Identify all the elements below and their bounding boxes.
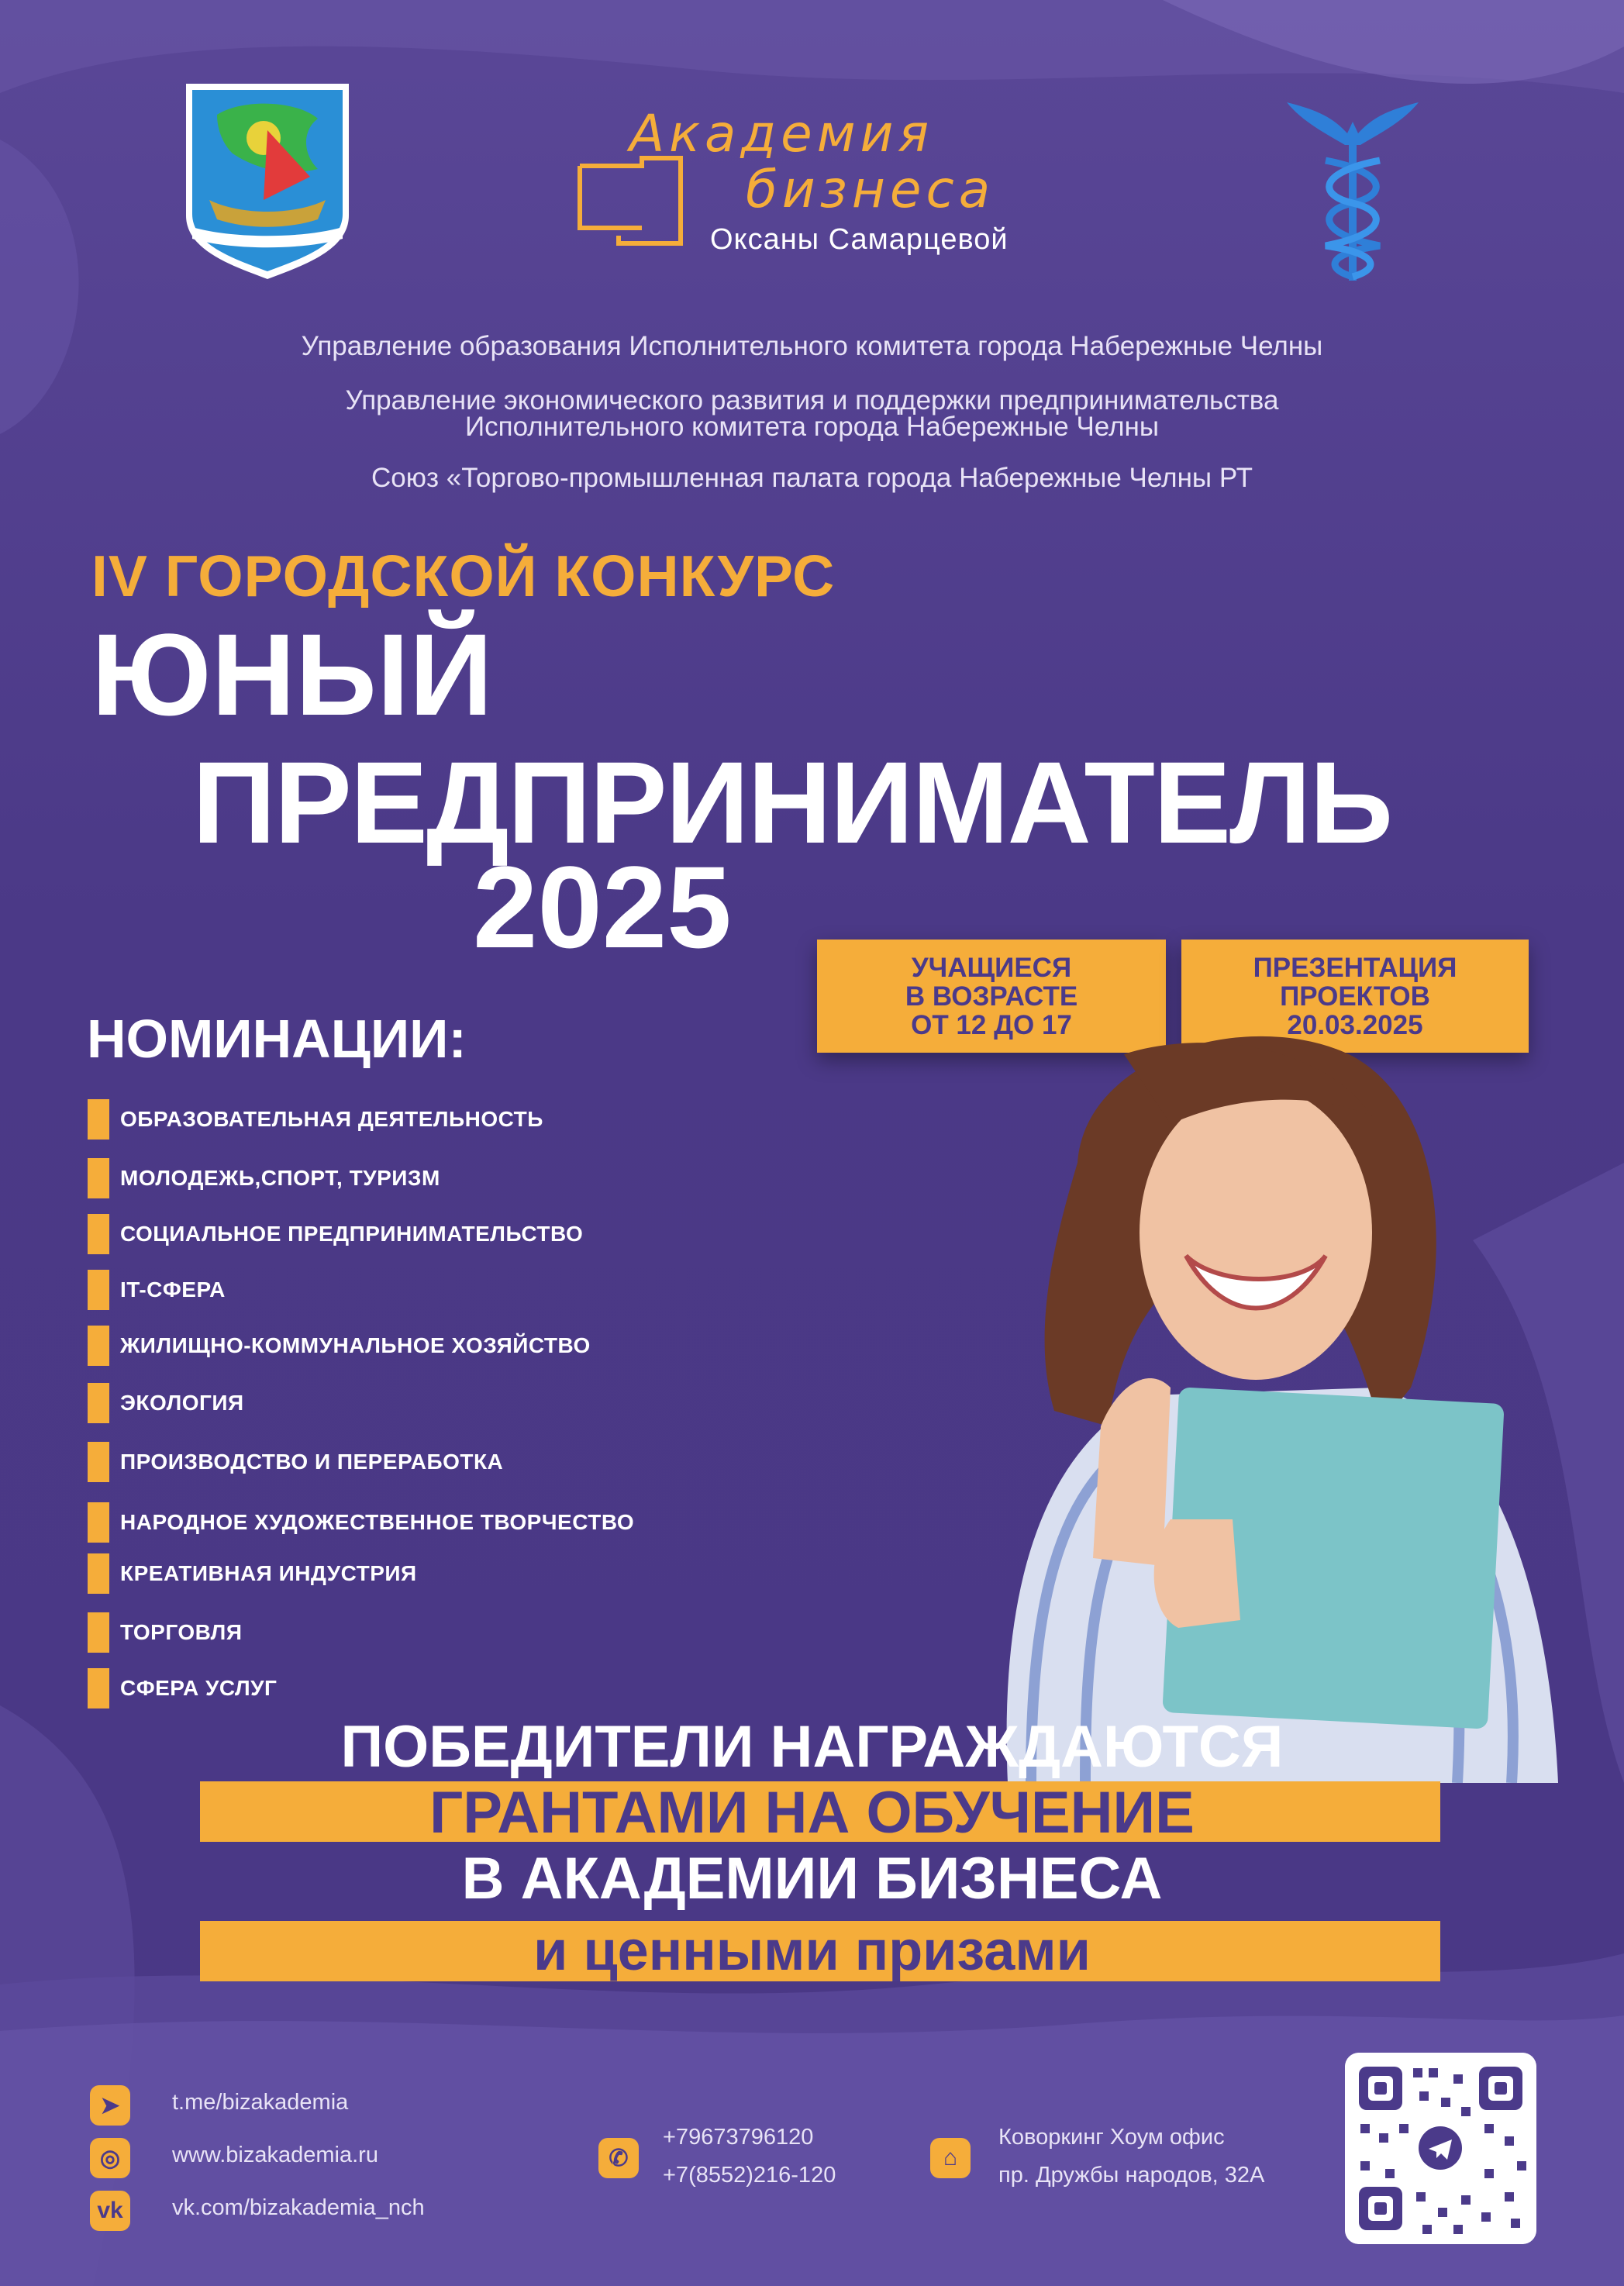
nomination-marker bbox=[88, 1383, 109, 1423]
website-link[interactable]: www.bizakademia.ru bbox=[172, 2143, 378, 2167]
presentation-badge-line3: 20.03.2025 bbox=[1287, 1009, 1423, 1040]
organizer-chamber: Союз «Торгово-промышленная палата города Набережные Челны РТ bbox=[371, 463, 1253, 493]
contest-title-line1: ЮНЫЙ bbox=[91, 609, 493, 740]
nomination-marker bbox=[88, 1099, 109, 1140]
student-photo bbox=[915, 1023, 1581, 1783]
contest-year: 2025 bbox=[473, 842, 732, 972]
nomination-marker bbox=[88, 1158, 109, 1198]
organizer-education: Управление образования Исполнительного комитета города Набережные Челны bbox=[301, 331, 1323, 361]
phone-1[interactable]: +79673796120 bbox=[663, 2125, 814, 2150]
prize-line1: ПОБЕДИТЕЛИ НАГРАЖДАЮТСЯ bbox=[340, 1714, 1284, 1780]
nomination-label: КРЕАТИВНАЯ ИНДУСТРИЯ bbox=[120, 1561, 417, 1585]
academy-name-line2: бизнеса bbox=[746, 160, 995, 219]
nomination-item bbox=[88, 1099, 543, 1140]
nomination-item bbox=[88, 1502, 634, 1543]
age-badge-line1: УЧАЩИЕСЯ bbox=[911, 952, 1072, 983]
academy-owner: Оксаны Самарцевой bbox=[710, 223, 1009, 256]
nomination-label: ОБРАЗОВАТЕЛЬНАЯ ДЕЯТЕЛЬНОСТЬ bbox=[120, 1107, 543, 1131]
prize-line2: ГРАНТАМИ НА ОБУЧЕНИЕ bbox=[429, 1780, 1195, 1846]
qr-code[interactable] bbox=[1345, 2053, 1536, 2244]
nominations-title: НОМИНАЦИИ: bbox=[87, 1009, 467, 1069]
nomination-label: НАРОДНОЕ ХУДОЖЕСТВЕННОЕ ТВОРЧЕСТВО bbox=[120, 1510, 635, 1534]
nomination-marker bbox=[88, 1214, 109, 1254]
address-line2: пр. Дружбы народов, 32А bbox=[998, 2163, 1265, 2188]
telegram-link[interactable]: t.me/bizakademia bbox=[172, 2090, 349, 2115]
website-icon[interactable]: ◎ bbox=[90, 2138, 130, 2178]
location-icon: ⌂ bbox=[930, 2138, 971, 2178]
nomination-item bbox=[88, 1214, 583, 1254]
nomination-item bbox=[88, 1383, 244, 1423]
nomination-marker bbox=[88, 1668, 109, 1708]
nomination-label: ЭКОЛОГИЯ bbox=[120, 1391, 244, 1415]
organizer-economy-line2: Исполнительного комитета города Набережные Челны bbox=[465, 412, 1159, 442]
prize-line4: и ценными призами bbox=[533, 1920, 1091, 1982]
contest-title-line2: ПРЕДПРИНИМАТЕЛЬ bbox=[192, 737, 1392, 867]
nomination-item bbox=[88, 1442, 503, 1482]
telegram-icon[interactable]: ➤ bbox=[90, 2085, 130, 2126]
address-line1: Коворкинг Хоум офис bbox=[998, 2125, 1225, 2150]
vk-link[interactable]: vk.com/bizakademia_nch bbox=[172, 2195, 425, 2220]
nomination-label: ПРОИЗВОДСТВО И ПЕРЕРАБОТКА bbox=[120, 1450, 504, 1474]
nomination-marker bbox=[88, 1553, 109, 1594]
nomination-label: СОЦИАЛЬНОЕ ПРЕДПРИНИМАТЕЛЬСТВО bbox=[120, 1222, 584, 1246]
nomination-label: СФЕРА УСЛУГ bbox=[120, 1676, 278, 1700]
nomination-marker bbox=[88, 1502, 109, 1543]
nomination-marker bbox=[88, 1612, 109, 1653]
vk-icon[interactable]: vk bbox=[90, 2191, 130, 2231]
nomination-item bbox=[88, 1668, 277, 1708]
presentation-badge-line2: ПРОЕКТОВ bbox=[1280, 981, 1430, 1012]
academy-name-line1: Академия bbox=[629, 104, 934, 164]
nomination-marker bbox=[88, 1270, 109, 1310]
nomination-item bbox=[88, 1270, 226, 1310]
nomination-label: ТОРГОВЛЯ bbox=[120, 1620, 243, 1644]
nomination-item bbox=[88, 1326, 591, 1366]
nomination-label: ЖИЛИЩНО-КОММУНАЛЬНОЕ ХОЗЯЙСТВО bbox=[120, 1333, 591, 1357]
phone-2[interactable]: +7(8552)216-120 bbox=[663, 2163, 836, 2188]
age-badge-line3: ОТ 12 ДО 17 bbox=[911, 1009, 1072, 1040]
caduceus-icon bbox=[1279, 87, 1426, 287]
city-coat-of-arms-icon bbox=[186, 84, 349, 279]
presentation-badge-line1: ПРЕЗЕНТАЦИЯ bbox=[1253, 952, 1457, 983]
organizer-economy-line1: Управление экономического развития и поддержки предпринимательства bbox=[345, 385, 1279, 415]
prize-line3: В АКАДЕМИИ БИЗНЕСА bbox=[461, 1846, 1163, 1912]
nomination-marker bbox=[88, 1326, 109, 1366]
nomination-label: МОЛОДЕЖЬ,СПОРТ, ТУРИЗМ bbox=[120, 1166, 440, 1190]
nomination-item bbox=[88, 1158, 440, 1198]
age-badge-line2: В ВОЗРАСТЕ bbox=[905, 981, 1078, 1012]
contest-subtitle: IV ГОРОДСКОЙ КОНКУРС bbox=[91, 543, 836, 609]
nomination-item bbox=[88, 1612, 242, 1653]
nomination-item bbox=[88, 1553, 417, 1594]
academy-logo-icon bbox=[572, 150, 688, 251]
nomination-label: IT-СФЕРА bbox=[120, 1277, 226, 1302]
phone-icon: ✆ bbox=[598, 2138, 639, 2178]
nomination-marker bbox=[88, 1442, 109, 1482]
